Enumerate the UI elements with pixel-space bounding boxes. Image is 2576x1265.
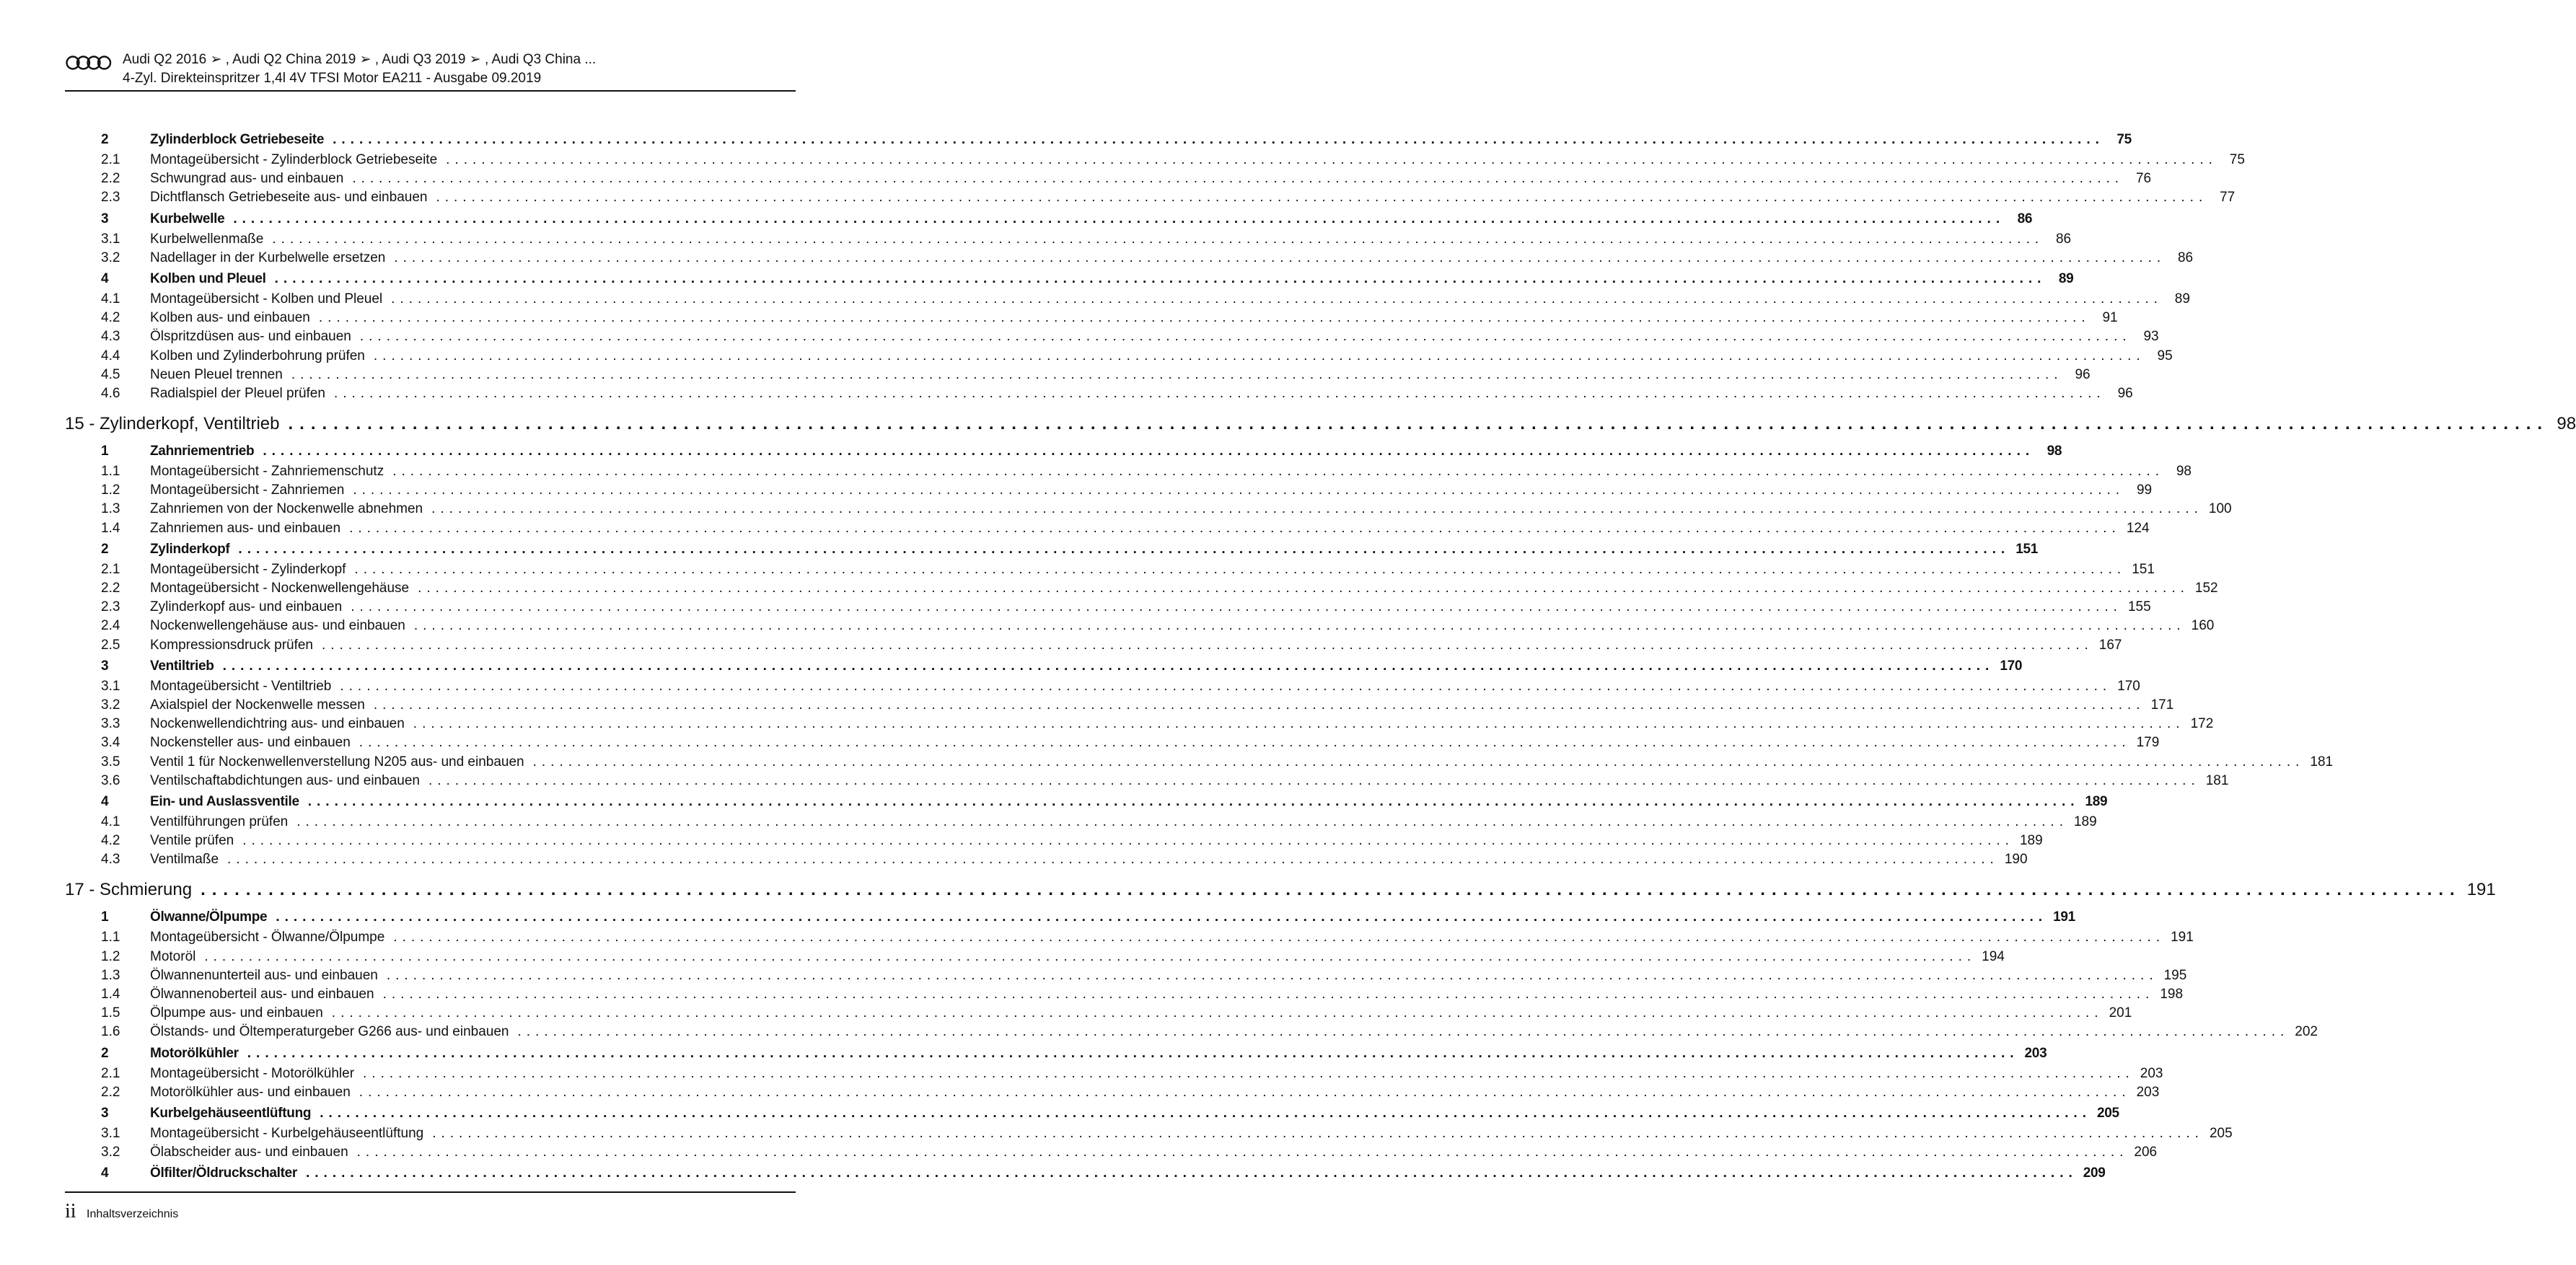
dot-leader: ........................................................................................................................................................................................................ <box>318 310 2091 326</box>
toc-entry-page: 98 <box>2557 414 2576 434</box>
toc-section-link[interactable] <box>65 906 2075 928</box>
toc-entry-title: Zylinderblock Getriebeseite <box>150 132 325 147</box>
dot-leader: ........................................................................................................................................................................................................ <box>291 366 2063 382</box>
dot-leader: ........................................................................................................................................................................................................ <box>432 1125 2204 1141</box>
toc-entry-page: 96 <box>2075 366 2091 382</box>
toc-subsection-link[interactable] <box>65 560 2155 579</box>
toc-entry-title: Zylinderkopf <box>150 541 230 557</box>
header-vehicle-models: Audi Q2 2016 ➢ , Audi Q2 China 2019 ➢ , Audi Q3 2019 ➢ , Audi Q3 China ... <box>123 52 597 67</box>
toc-section-link[interactable] <box>65 790 2108 813</box>
toc-subsection-link[interactable] <box>65 327 2159 346</box>
toc-entry-number: 1.5 <box>101 1005 120 1021</box>
toc-entry-page: 191 <box>2171 930 2194 946</box>
toc-entry-title: 17 - Schmierung <box>65 880 193 900</box>
toc-entry-page: 98 <box>2047 444 2062 459</box>
toc-entry-page: 77 <box>2220 190 2236 206</box>
toc-entry-number: 1 <box>101 444 109 459</box>
toc-entry-title: Zylinderkopf aus- und einbauen <box>150 599 343 615</box>
dot-leader: ........................................................................................................................................................................................................ <box>204 948 1977 964</box>
dot-leader: ........................................................................................................................................................................................................ <box>222 658 1995 674</box>
toc-entry-number: 4.2 <box>101 833 120 849</box>
toc-subsection-link[interactable] <box>65 966 2187 985</box>
toc-entry-number: 4 <box>101 1165 109 1181</box>
dot-leader: ........................................................................................................................................................................................................ <box>288 414 2549 434</box>
toc-entry-page: 189 <box>2019 833 2043 849</box>
toc-subsection-link[interactable] <box>65 677 2140 696</box>
toc-entry-page: 152 <box>2194 581 2218 596</box>
toc-subsection-link[interactable] <box>65 832 2043 850</box>
dot-leader: ........................................................................................................................................................................................................ <box>201 880 2461 900</box>
toc-entry-title: Ölabscheider aus- und einbauen <box>150 1145 348 1160</box>
toc-entry-number: 2.1 <box>101 152 120 167</box>
toc-entry-number: 2.3 <box>101 190 120 206</box>
toc-entry-number: 4 <box>101 270 109 286</box>
toc-section-link[interactable] <box>65 440 2062 462</box>
toc-entry-page: 198 <box>2160 987 2184 1002</box>
toc-entry-number: 2.4 <box>101 618 120 634</box>
toc-entry-title: Motorölkühler <box>150 1045 239 1061</box>
toc-entry-title: Ventilführungen prüfen <box>150 814 289 829</box>
toc-subsection-link[interactable] <box>65 481 2153 500</box>
toc-entry-page: 205 <box>2209 1125 2233 1141</box>
toc-entry-title: Ventilschaftabdichtungen aus- und einbauen <box>150 772 420 788</box>
toc-chapter-link[interactable] <box>65 407 2576 440</box>
toc-entry-number: 3.6 <box>101 772 120 788</box>
toc-section-link[interactable] <box>65 538 2038 560</box>
toc-section-link[interactable] <box>65 1102 2119 1124</box>
toc-subsection-link[interactable] <box>65 813 2097 832</box>
toc-entry-title: Montageübersicht - Ventiltrieb <box>150 678 332 694</box>
toc-entry-page: 170 <box>2000 658 2023 674</box>
toc-entry-number: 2.5 <box>101 637 120 653</box>
toc-entry-number: 2.1 <box>101 1065 120 1081</box>
dot-leader: ........................................................................................................................................................................................................ <box>373 697 2145 713</box>
toc-entry-title: Ölfilter/Öldruckschalter <box>150 1165 297 1181</box>
toc-entry-title: Zahnriementrieb <box>150 444 255 459</box>
toc-entry-number: 1.6 <box>101 1024 120 1040</box>
toc-entry-number: 4.3 <box>101 852 120 868</box>
toc-entry-page: 170 <box>2117 678 2140 694</box>
toc-entry-page: 91 <box>2102 310 2118 326</box>
toc-subsection-link[interactable] <box>65 249 2194 268</box>
page-number: ii <box>65 1200 76 1222</box>
toc-subsection-link[interactable] <box>65 772 2229 790</box>
toc-entry-title: Kurbelgehäuseentlüftung <box>150 1105 312 1121</box>
toc-entry-number: 4.2 <box>101 310 120 326</box>
toc-subsection-link[interactable] <box>65 696 2174 715</box>
toc-entry-number: 3.5 <box>101 754 120 770</box>
dot-leader: ........................................................................................................................................................................................................ <box>393 930 2166 946</box>
toc-entry-title: Nockenwellendichtring aus- und einbauen <box>150 716 405 732</box>
toc-entry-number: 4.6 <box>101 385 120 401</box>
toc-entry-title: Dichtflansch Getriebeseite aus- und einbauen <box>150 190 428 206</box>
toc-entry-number: 4.1 <box>101 814 120 829</box>
toc-entry-page: 151 <box>2015 541 2038 557</box>
dot-leader: ........................................................................................................................................................................................................ <box>233 211 2005 226</box>
toc-subsection-link[interactable] <box>65 290 2190 309</box>
toc-entry-page: 172 <box>2190 716 2214 732</box>
toc-entry-number: 2.2 <box>101 1084 120 1100</box>
dot-leader: ........................................................................................................................................................................................................ <box>391 291 2163 307</box>
toc-entry-page: 189 <box>2073 814 2097 829</box>
toc-entry-title: Ventiltrieb <box>150 658 214 674</box>
toc-entry-page: 89 <box>2174 291 2190 307</box>
dot-leader: ........................................................................................................................................................................................................ <box>359 735 2131 751</box>
toc-entry-title: Radialspiel der Pleuel prüfen <box>150 385 325 401</box>
toc-subsection-link[interactable] <box>65 733 2160 752</box>
header-divider <box>65 90 796 92</box>
toc-entry-number: 3.4 <box>101 735 120 751</box>
toc-entry-page: 191 <box>2466 880 2496 900</box>
toc-entry-title: Kolben und Pleuel <box>150 270 266 286</box>
audi-rings-icon <box>65 55 113 71</box>
toc-entry-number: 2.3 <box>101 599 120 615</box>
toc-entry-title: Nockenwellengehäuse aus- und einbauen <box>150 618 405 634</box>
toc-entry-number: 1.1 <box>101 930 120 946</box>
dot-leader: ........................................................................................................................................................................................................ <box>247 1045 2019 1061</box>
dot-leader: ........................................................................................................................................................................................................ <box>446 152 2217 167</box>
toc-entry-title: Schwungrad aus- und einbauen <box>150 171 344 187</box>
toc-entry-page: 76 <box>2135 171 2152 187</box>
toc-entry-page: 100 <box>2208 501 2232 517</box>
dot-leader: ........................................................................................................................................................................................................ <box>413 716 2185 732</box>
toc-entry-number: 3.2 <box>101 250 120 265</box>
dot-leader: ........................................................................................................................................................................................................ <box>386 967 2158 983</box>
toc-subsection-link[interactable] <box>65 1143 2158 1162</box>
toc-entry-page: 181 <box>2205 772 2229 788</box>
toc-section-link[interactable] <box>65 128 2132 151</box>
toc-entry-page: 160 <box>2191 618 2215 634</box>
toc-subsection-link[interactable] <box>65 753 2334 772</box>
toc-entry-page: 86 <box>2177 250 2194 265</box>
dot-leader: ........................................................................................................................................................................................................ <box>272 231 2044 247</box>
toc-entry-number: 3.1 <box>101 231 120 247</box>
dot-leader: ........................................................................................................................................................................................................ <box>413 618 2186 634</box>
toc-entry-title: Montageübersicht - Zylinderblock Getriebeseite <box>150 152 438 167</box>
toc-entry-number: 3 <box>101 1105 109 1121</box>
dot-leader: ........................................................................................................................................................................................................ <box>242 833 2014 849</box>
toc-entry-title: Kurbelwelle <box>150 211 225 226</box>
dot-leader: ........................................................................................................................................................................................................ <box>392 464 2164 480</box>
toc-entry-title: Nockensteller aus- und einbauen <box>150 735 351 751</box>
toc-entry-page: 179 <box>2136 735 2160 751</box>
toc-subsection-link[interactable] <box>65 636 2122 655</box>
dot-leader: ........................................................................................................................................................................................................ <box>274 270 2047 286</box>
toc-entry-page: 99 <box>2136 482 2153 498</box>
dot-leader: ........................................................................................................................................................................................................ <box>331 1005 2104 1021</box>
toc-entry-page: 75 <box>2116 132 2132 147</box>
toc-entry-number: 4.4 <box>101 348 120 363</box>
dot-leader: ........................................................................................................................................................................................................ <box>349 520 2121 536</box>
toc-subsection-link[interactable] <box>65 850 2028 869</box>
toc-entry-title: Kompressionsdruck prüfen <box>150 637 313 653</box>
toc-entry-title: Ein- und Auslassventile <box>150 793 299 809</box>
toc-entry-title: Motoröl <box>150 948 196 964</box>
toc-entry-number: 4.5 <box>101 366 120 382</box>
toc-entry-page: 171 <box>2150 697 2174 713</box>
toc-entry-page: 89 <box>2058 270 2074 286</box>
toc-subsection-link[interactable] <box>65 928 2194 947</box>
toc-entry-page: 209 <box>2083 1165 2106 1181</box>
toc-entry-page: 124 <box>2126 520 2150 536</box>
toc-subsection-link[interactable] <box>65 500 2232 519</box>
dot-leader: ........................................................................................................................................................................................................ <box>517 1024 2290 1040</box>
dot-leader: ........................................................................................................................................................................................................ <box>428 772 2200 788</box>
page-footer <box>65 1200 178 1223</box>
footer-label: Inhaltsverzeichnis <box>87 1208 179 1220</box>
toc-entry-page: 191 <box>2053 909 2075 925</box>
dot-leader: ........................................................................................................................................................................................................ <box>227 852 1999 868</box>
toc-entry-number: 3.3 <box>101 716 120 732</box>
toc-subsection-link[interactable] <box>65 1065 2163 1083</box>
toc-entry-page: 201 <box>2109 1005 2132 1021</box>
dot-leader: ........................................................................................................................................................................................................ <box>436 190 2208 206</box>
toc-entry-number: 2 <box>101 1045 109 1061</box>
toc-entry-page: 195 <box>2163 967 2187 983</box>
dot-leader: ........................................................................................................................................................................................................ <box>276 909 2048 925</box>
dot-leader: ........................................................................................................................................................................................................ <box>352 171 2124 187</box>
toc-subsection-link[interactable] <box>65 598 2151 617</box>
toc-subsection-link[interactable] <box>65 519 2150 538</box>
toc-entry-title: Ölwannenoberteil aus- und einbauen <box>150 987 374 1002</box>
toc-subsection-link[interactable] <box>65 462 2192 481</box>
dot-leader: ........................................................................................................................................................................................................ <box>382 987 2155 1002</box>
toc-entry-page: 203 <box>2024 1045 2047 1061</box>
toc-entry-title: Ölwanne/Ölpumpe <box>150 909 268 925</box>
toc-entry-number: 3 <box>101 658 109 674</box>
toc-entry-number: 1.3 <box>101 501 120 517</box>
toc-chapter-link[interactable] <box>65 873 2496 906</box>
toc-entry-page: 167 <box>2098 637 2122 653</box>
toc-entry-number: 1.1 <box>101 464 120 480</box>
toc-subsection-link[interactable] <box>65 1004 2132 1023</box>
dot-leader: ........................................................................................................................................................................................................ <box>418 581 2189 596</box>
toc-entry-title: Montageübersicht - Nockenwellengehäuse <box>150 581 410 596</box>
toc-entry-title: Motorölkühler aus- und einbauen <box>150 1084 351 1100</box>
toc-entry-page: 96 <box>2117 385 2133 401</box>
dot-leader: ........................................................................................................................................................................................................ <box>263 444 2035 459</box>
dot-leader: ........................................................................................................................................................................................................ <box>307 793 2080 809</box>
toc-entry-title: Montageübersicht - Zylinderkopf <box>150 561 346 577</box>
toc-subsection-link[interactable] <box>65 230 2072 249</box>
toc-entry-page: 93 <box>2143 329 2159 345</box>
toc-entry-number: 2.1 <box>101 561 120 577</box>
footer-divider <box>65 1191 796 1193</box>
toc-entry-number: 1 <box>101 909 109 925</box>
toc-subsection-link[interactable] <box>65 1023 2318 1041</box>
toc-entry-title: Montageübersicht - Zahnriemenschutz <box>150 464 384 480</box>
toc-entry-title: Zahnriemen aus- und einbauen <box>150 520 341 536</box>
toc-entry-title: Montageübersicht - Ölwanne/Ölpumpe <box>150 930 385 946</box>
dot-leader: ........................................................................................................................................................................................................ <box>351 599 2122 615</box>
header-engine-edition: 4-Zyl. Direkteinspritzer 1,4l 4V TFSI Motor EA211 - Ausgabe 09.2019 <box>123 71 542 86</box>
toc-entry-title: Kolben und Zylinderbohrung prüfen <box>150 348 365 363</box>
toc-entry-title: Nadellager in der Kurbelwelle ersetzen <box>150 250 386 265</box>
toc-entry-title: Ventilmaße <box>150 852 219 868</box>
toc-entry-number: 1.3 <box>101 967 120 983</box>
toc-entry-number: 2.2 <box>101 581 120 596</box>
toc-entry-page: 98 <box>2176 464 2192 480</box>
toc-entry-number: 3.2 <box>101 697 120 713</box>
toc-entry-number: 4 <box>101 793 109 809</box>
toc-entry-title: Montageübersicht - Kurbelgehäuseentlüftung <box>150 1125 424 1141</box>
toc-entry-page: 205 <box>2096 1105 2119 1121</box>
toc-entry-number: 1.2 <box>101 948 120 964</box>
table-of-contents <box>65 128 2576 1184</box>
toc-entry-page: 181 <box>2310 754 2334 770</box>
toc-entry-title: Neuen Pleuel trennen <box>150 366 283 382</box>
toc-entry-number: 1.4 <box>101 520 120 536</box>
toc-entry-number: 4.1 <box>101 291 120 307</box>
toc-subsection-link[interactable] <box>65 366 2091 384</box>
toc-entry-page: 190 <box>2004 852 2028 868</box>
toc-entry-number: 2.2 <box>101 171 120 187</box>
toc-entry-number: 1.4 <box>101 987 120 1002</box>
toc-section-link[interactable] <box>65 1042 2047 1065</box>
dot-leader: ........................................................................................................................................................................................................ <box>296 814 2068 829</box>
toc-entry-number: 1.2 <box>101 482 120 498</box>
dot-leader: ........................................................................................................................................................................................................ <box>305 1165 2078 1181</box>
toc-entry-title: Ölspritzdüsen aus- und einbauen <box>150 329 351 345</box>
toc-entry-title: Ölpumpe aus- und einbauen <box>150 1005 323 1021</box>
toc-entry-title: Zahnriemen von der Nockenwelle abnehmen <box>150 501 423 517</box>
toc-entry-title: Kolben aus- und einbauen <box>150 310 310 326</box>
toc-entry-page: 151 <box>2132 561 2155 577</box>
toc-entry-title: 15 - Zylinderkopf, Ventiltrieb <box>65 414 280 434</box>
dot-leader: ........................................................................................................................................................................................................ <box>363 1065 2135 1081</box>
toc-entry-title: Ventil 1 für Nockenwellenverstellung N205 aus- und einbauen <box>150 754 524 770</box>
toc-entry-title: Montageübersicht - Motorölkühler <box>150 1065 355 1081</box>
toc-entry-number: 4.3 <box>101 329 120 345</box>
toc-entry-number: 3.1 <box>101 678 120 694</box>
toc-section-link[interactable] <box>65 208 2033 230</box>
dot-leader: ........................................................................................................................................................................................................ <box>532 754 2305 770</box>
toc-entry-page: 202 <box>2295 1024 2318 1040</box>
toc-entry-page: 86 <box>2017 211 2033 226</box>
toc-subsection-link[interactable] <box>65 384 2133 403</box>
toc-entry-number: 3.2 <box>101 1145 120 1160</box>
dot-leader: ........................................................................................................................................................................................................ <box>354 561 2127 577</box>
dot-leader: ........................................................................................................................................................................................................ <box>333 132 2104 147</box>
toc-entry-page: 203 <box>2136 1084 2160 1100</box>
dot-leader: ........................................................................................................................................................................................................ <box>373 348 2145 363</box>
toc-subsection-link[interactable] <box>65 948 2005 966</box>
toc-entry-title: Ölstands- und Öltemperaturgeber G266 aus- und einbauen <box>150 1024 509 1040</box>
dot-leader: ........................................................................................................................................................................................................ <box>320 1105 2091 1121</box>
toc-subsection-link[interactable] <box>65 1124 2233 1143</box>
toc-entry-title: Ventile prüfen <box>150 833 234 849</box>
toc-entry-number: 2 <box>101 132 109 147</box>
toc-subsection-link[interactable] <box>65 985 2184 1004</box>
toc-entry-number: 3.1 <box>101 1125 120 1141</box>
toc-entry-title: Axialspiel der Nockenwelle messen <box>150 697 365 713</box>
toc-entry-page: 194 <box>1982 948 2005 964</box>
toc-entry-page: 206 <box>2134 1145 2158 1160</box>
toc-entry-page: 203 <box>2140 1065 2163 1081</box>
toc-subsection-link[interactable] <box>65 579 2218 598</box>
dot-leader: ........................................................................................................................................................................................................ <box>359 329 2132 345</box>
toc-entry-page: 95 <box>2157 348 2173 363</box>
toc-subsection-link[interactable] <box>65 151 2245 169</box>
toc-subsection-link[interactable] <box>65 347 2173 366</box>
dot-leader: ........................................................................................................................................................................................................ <box>394 250 2166 265</box>
toc-subsection-link[interactable] <box>65 188 2236 207</box>
dot-leader: ........................................................................................................................................................................................................ <box>356 1145 2129 1160</box>
dot-leader: ........................................................................................................................................................................................................ <box>340 678 2112 694</box>
dot-leader: ........................................................................................................................................................................................................ <box>431 501 2203 517</box>
dot-leader: ........................................................................................................................................................................................................ <box>359 1084 2131 1100</box>
toc-entry-page: 189 <box>2085 793 2108 809</box>
toc-entry-title: Montageübersicht - Kolben und Pleuel <box>150 291 383 307</box>
dot-leader: ........................................................................................................................................................................................................ <box>322 637 2093 653</box>
toc-section-link[interactable] <box>65 268 2074 290</box>
toc-entry-page: 75 <box>2229 152 2245 167</box>
dot-leader: ........................................................................................................................................................................................................ <box>333 385 2106 401</box>
toc-entry-page: 155 <box>2127 599 2151 615</box>
toc-subsection-link[interactable] <box>65 617 2215 635</box>
toc-entry-number: 2 <box>101 541 109 557</box>
dot-leader: ........................................................................................................................................................................................................ <box>353 482 2125 498</box>
toc-section-link[interactable] <box>65 1162 2106 1184</box>
toc-entry-title: Montageübersicht - Zahnriemen <box>150 482 345 498</box>
toc-section-link[interactable] <box>65 655 2023 677</box>
toc-entry-title: Kurbelwellenmaße <box>150 231 264 247</box>
toc-subsection-link[interactable] <box>65 1083 2160 1102</box>
toc-subsection-link[interactable] <box>65 309 2118 327</box>
toc-entry-number: 3 <box>101 211 109 226</box>
toc-entry-title: Ölwannenunterteil aus- und einbauen <box>150 967 378 983</box>
toc-subsection-link[interactable] <box>65 715 2214 733</box>
toc-entry-page: 86 <box>2055 231 2072 247</box>
toc-subsection-link[interactable] <box>65 169 2152 188</box>
dot-leader: ........................................................................................................................................................................................................ <box>238 541 2010 557</box>
